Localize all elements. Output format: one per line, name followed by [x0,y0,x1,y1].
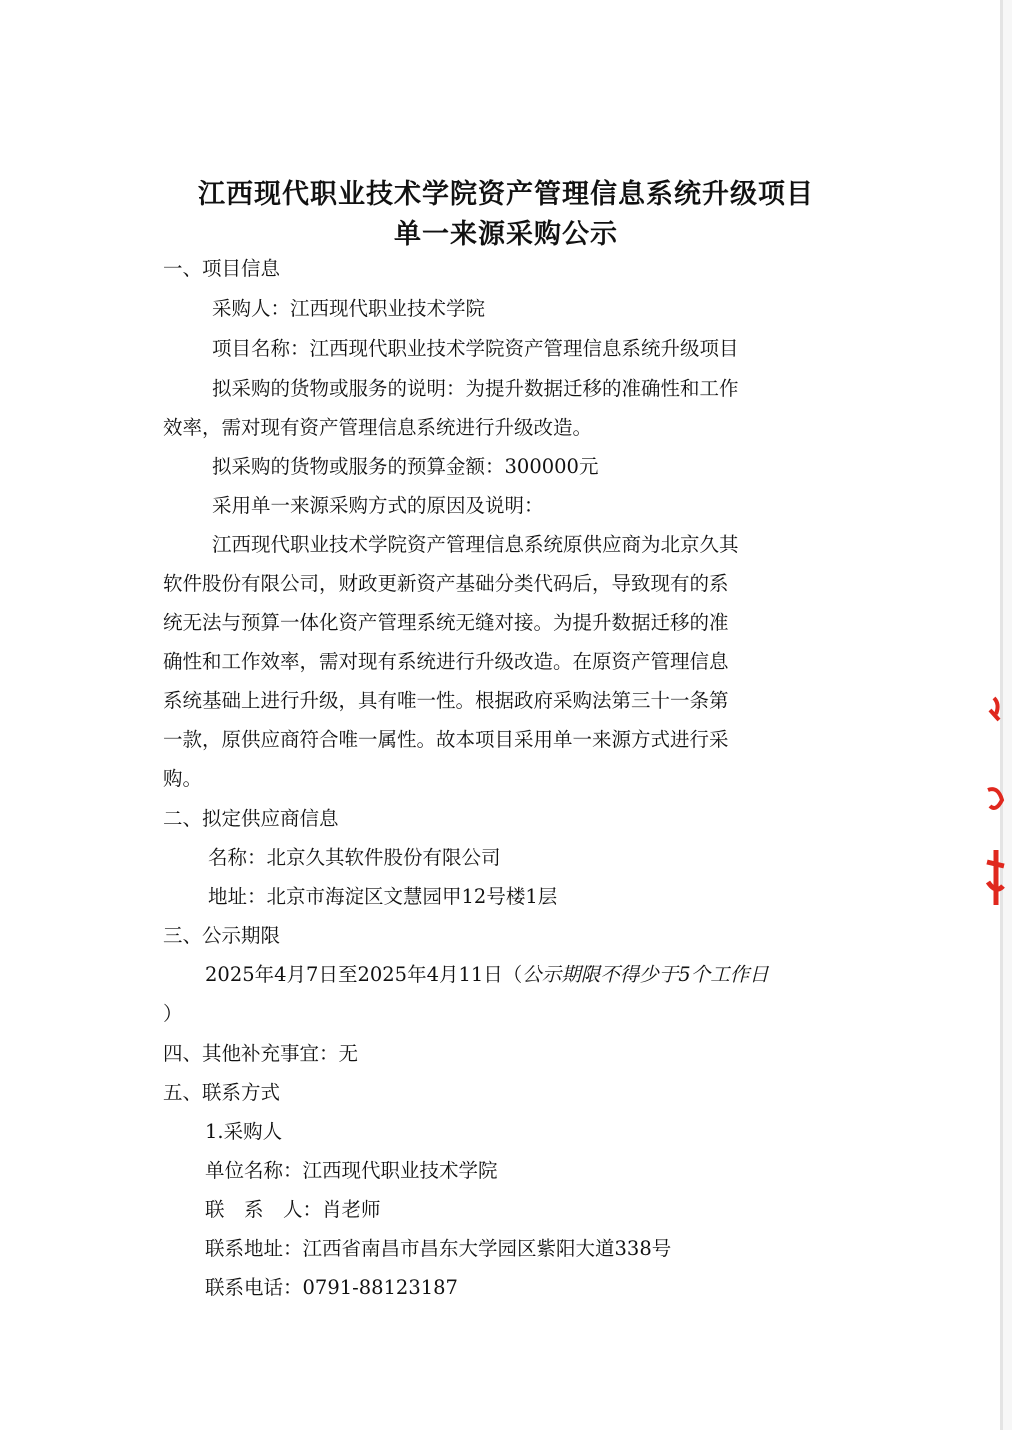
goods-desc-line2: 效率，需对现有资产管理信息系统进行升级改造。 [163,416,593,439]
reason-line: 江西现代职业技术学院资产管理信息系统原供应商为北京久其 [212,533,739,556]
contact-person-line: 联 系 人：肖老师 [205,1198,381,1221]
reason-line: 一款，原供应商符合唯一属性。故本项目采用单一来源方式进行采 [163,728,729,751]
document-title-line2: 单一来源采购公示 [394,219,618,250]
unit-name-line: 单位名称：江西现代职业技术学院 [205,1159,498,1182]
publicity-period-dates: 2025年4月7日至2025年4月11日（ [205,963,523,986]
supplier-name-line: 名称：北京久其软件股份有限公司 [208,846,501,869]
goods-desc-line1: 拟采购的货物或服务的说明：为提升数据迁移的准确性和工作 [212,377,739,400]
reason-line: 统无法与预算一体化资产管理系统无缝对接。为提升数据迁移的准 [163,611,729,634]
section1-heading: 一、项目信息 [163,257,281,280]
project-name-line: 项目名称：江西现代职业技术学院资产管理信息系统升级项目 [212,337,739,360]
reason-line: 软件股份有限公司，财政更新资产基础分类代码后，导致现有的系 [163,572,729,595]
reason-line: 系统基础上进行升级，具有唯一性。根据政府采购法第三十一条第 [163,689,729,712]
supplier-address-line: 地址：北京市海淀区文慧园甲12号楼1层 [208,885,558,908]
reason-heading: 采用单一来源采购方式的原因及说明： [212,494,544,517]
publicity-period-line [205,962,769,988]
section3-heading: 三、公示期限 [163,924,281,947]
purchaser-subheading: 1.采购人 [205,1120,283,1143]
contact-address-line: 联系地址：江西省南昌市昌东大学园区紫阳大道338号 [205,1237,672,1260]
contact-phone-line: 联系电话：0791-88123187 [205,1276,458,1299]
reason-line: 确性和工作效率，需对现有系统进行升级改造。在原资产管理信息 [163,650,729,673]
section5-heading: 五、联系方式 [163,1081,281,1104]
publicity-period-note: 公示期限不得少于5个工作日 [522,963,769,986]
purchaser-line: 采购人：江西现代职业技术学院 [212,297,486,320]
section4-heading: 四、其他补充事宜：无 [163,1042,359,1065]
publicity-period-close: ） [163,1002,183,1025]
document-title-line1: 江西现代职业技术学院资产管理信息系统升级项目 [198,179,814,210]
reason-line: 购。 [163,767,203,790]
budget-line: 拟采购的货物或服务的预算金额：300000元 [212,455,599,478]
red-seal-stamp-fragment [984,690,1006,920]
section2-heading: 二、拟定供应商信息 [163,807,339,830]
